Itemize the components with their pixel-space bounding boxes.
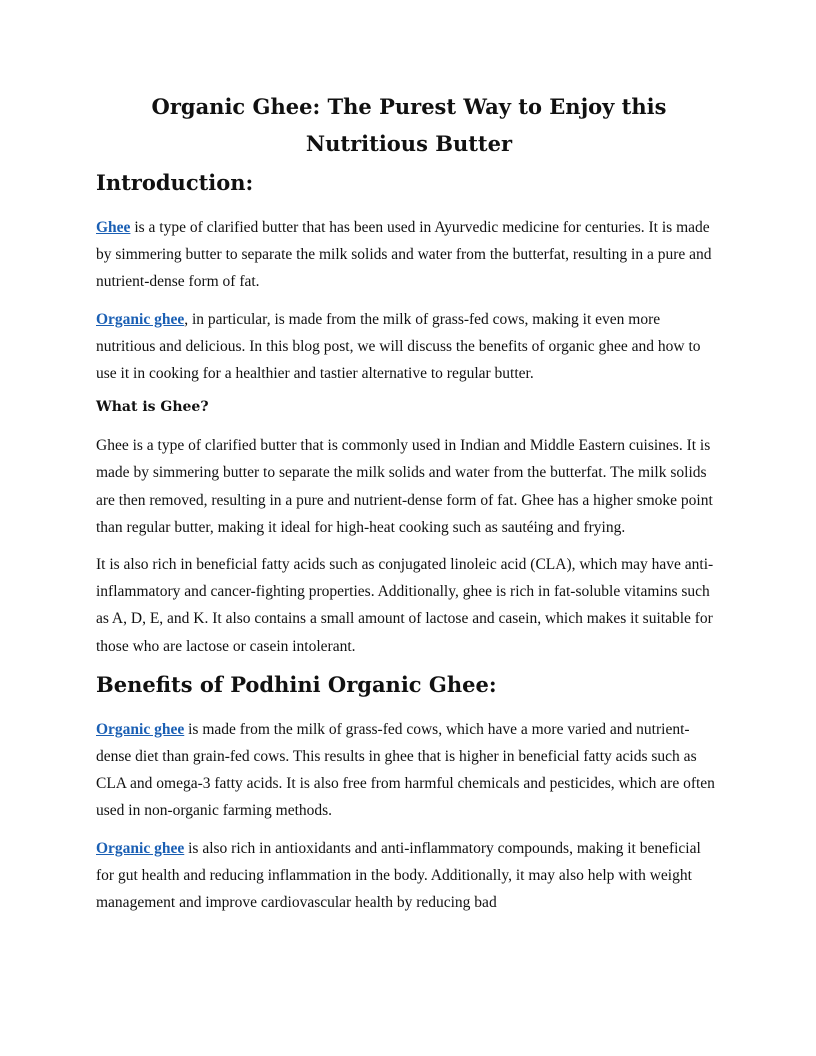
paragraph-text: is a type of clarified butter that has been used in Ayurvedic medicine for centuries. It is made by simmering butter to separate the milk solids and water from the butterfat, resulting in a pure and nutrient-dense form of fat. bbox=[96, 219, 712, 291]
organic-ghee-link[interactable]: Organic ghee bbox=[96, 839, 185, 857]
document-page bbox=[96, 88, 722, 926]
what-is-ghee-paragraph-2: It is also rich in beneficial fatty acids such as conjugated linoleic acid (CLA), which may have anti-inflammatory and cancer-fighting properties. Additionally, ghee is rich in fat-soluble vitamins such as A, D, E, and K. It also contains a small amount of lactose and casein, which makes it suitable for those who are lactose or casein intolerant. bbox=[96, 556, 714, 655]
what-is-ghee-heading: What is Ghee? bbox=[96, 399, 209, 416]
document-title: Organic Ghee: The Purest Way to Enjoy this Nutritious Butter bbox=[151, 94, 667, 156]
what-is-ghee-paragraph-1: Ghee is a type of clarified butter that is commonly used in Indian and Middle Eastern cuisines. It is made by simmering butter to separate the milk solids and water from the butterfat. The milk solids are then removed, resulting in a pure and nutrient-dense form of fat. Ghee has a higher smoke point than regular butter, making it ideal for high-heat cooking such as sautéing and frying. bbox=[96, 437, 713, 536]
introduction-heading: Introduction: bbox=[96, 170, 254, 195]
benefits-heading: Benefits of Podhini Organic Ghee: bbox=[96, 671, 497, 697]
organic-ghee-link[interactable]: Organic ghee bbox=[96, 720, 185, 738]
introduction-paragraph-2 bbox=[96, 306, 722, 388]
introduction-paragraph-1 bbox=[96, 214, 722, 296]
benefits-paragraph-1 bbox=[96, 716, 722, 825]
paragraph-text: is also rich in antioxidants and anti-inflammatory compounds, making it beneficial for gut health and reducing inflammation in the body. Additionally, it may also help with weight management and improve cardiovascular health by reducing bad bbox=[96, 839, 701, 912]
organic-ghee-link[interactable]: Organic ghee bbox=[96, 310, 185, 328]
paragraph-text: is made from the milk of grass-fed cows, which have a more varied and nutrient-dense diet than grain-fed cows. This results in ghee that is higher in beneficial fatty acids such as CLA and omega-3 fatty acids. It is also free from harmful chemicals and pesticides, which are often used in non-organic farming methods. bbox=[96, 720, 715, 820]
benefits-paragraph-2 bbox=[96, 835, 722, 917]
paragraph-text: , in particular, is made from the milk of grass-fed cows, making it even more nutritious and delicious. In this blog post, we will discuss the benefits of organic ghee and how to use it in cooking for a healthier and tastier alternative to regular butter. bbox=[96, 310, 701, 383]
ghee-link[interactable]: Ghee bbox=[96, 219, 131, 236]
